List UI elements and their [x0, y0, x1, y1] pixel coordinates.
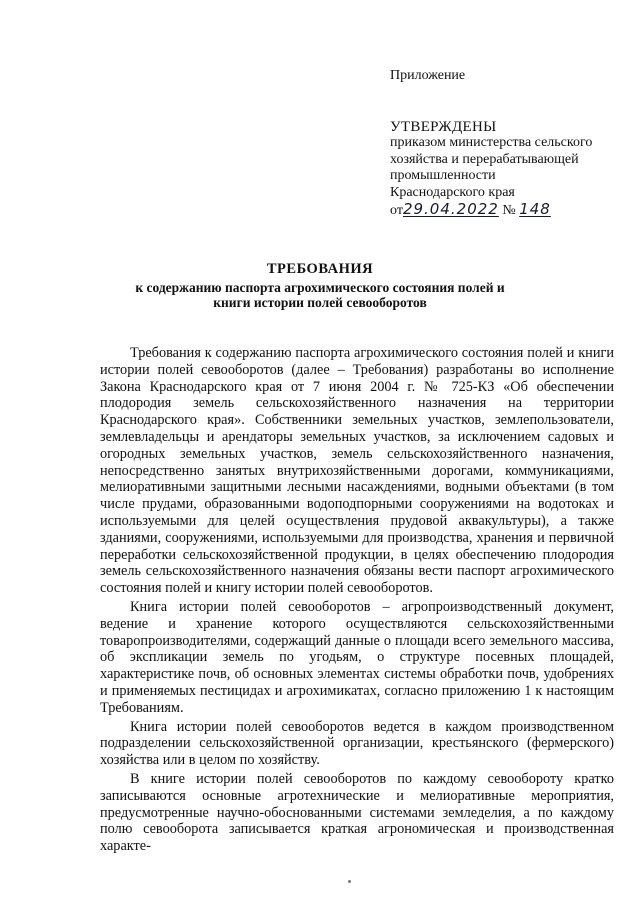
title-subtitle-line: книги истории полей севооборотов — [213, 295, 427, 310]
approval-line: промышленности — [390, 168, 496, 183]
approval-line: приказом министерства сельского — [390, 135, 593, 150]
handwritten-date: 29.04.2022 — [402, 200, 499, 218]
order-date-line — [390, 201, 630, 220]
title-main: ТРЕБОВАНИЯ — [266, 261, 374, 277]
date-prefix: от — [390, 203, 403, 218]
appendix-label: Приложение — [390, 68, 466, 83]
approval-line: Краснодарского края — [390, 184, 515, 200]
handwritten-number: 148 — [519, 200, 551, 218]
scan-speck — [348, 880, 351, 883]
number-sign: № — [502, 203, 516, 218]
approval-line: хозяйства и перерабатывающей — [390, 151, 579, 167]
approval-block — [390, 68, 630, 220]
body-paragraph: Книга истории полей севооборотов – агропроизводственный документ, ведение и хранение которого осуществляются сельскохозяйственными товаропроизводителями, содержащий данные о площади всего земельного массива, об экспликации земель по угодьям, о структуре посевных площадей, характеристике почв, об основных элементах системы обработки почв, удобрениях и применяемых пестицидах и агрохимикатах, согласно приложению 1 к настоящим Требованиям. — [100, 598, 614, 716]
body-paragraph: Требования к содержанию паспорта агрохимического состояния полей и книги истории полей севооборотов (далее – Требования) разработаны во исполнение Закона Краснодарского края от 7 июня 2004 г. № 725-КЗ «Об обеспечении плодородия земель сельскохозяйственного назначения на территории Краснодарского края». Собственники земельных участков, землепользователи, землевладельцы и арендаторы земельных участков, за исключением садовых и огородных земельных участков, земель сельскохозяйственного назначения, непосредственно занятых внутрихозяйственными дорогами, коммуникациями, мелиоративными защитными лесными насаждениями, водными объектами (в том числе прудами, образованными водоподпорными сооружениями на водотоках и используемыми для целей осуществления прудовой аквакультуры), а также зданиями, сооружениями, используемыми для производства, хранения и первичной переработки сельскохозяйственной продукции, в целях обеспечению плодородия земель сельскохозяйственного назначения обязаны вести паспорт агрохимического состояния полей и книгу истории полей севооборотов. — [100, 345, 614, 597]
body-paragraph: В книге истории полей севооборотов по каждому севообороту кратко записываются основные агротехнические и мелиоративные мероприятия, предусмотренные научно-обоснованными системами земледелия, а по каждому полю севооборота записывается краткая агрономическая и производственная характе- — [100, 770, 614, 855]
title-subtitle-line: к содержанию паспорта агрохимического состояния полей и — [135, 279, 505, 295]
body-paragraph: Книга истории полей севооборотов ведется в каждом производственном подразделении сельскохозяйственной организации, крестьянского (фермерского) хозяйства или в целом по хозяйству. — [100, 718, 614, 769]
approved-heading: УТВЕРЖДЕНЫ — [390, 118, 497, 135]
document-title — [60, 262, 580, 311]
document-body — [100, 345, 614, 855]
